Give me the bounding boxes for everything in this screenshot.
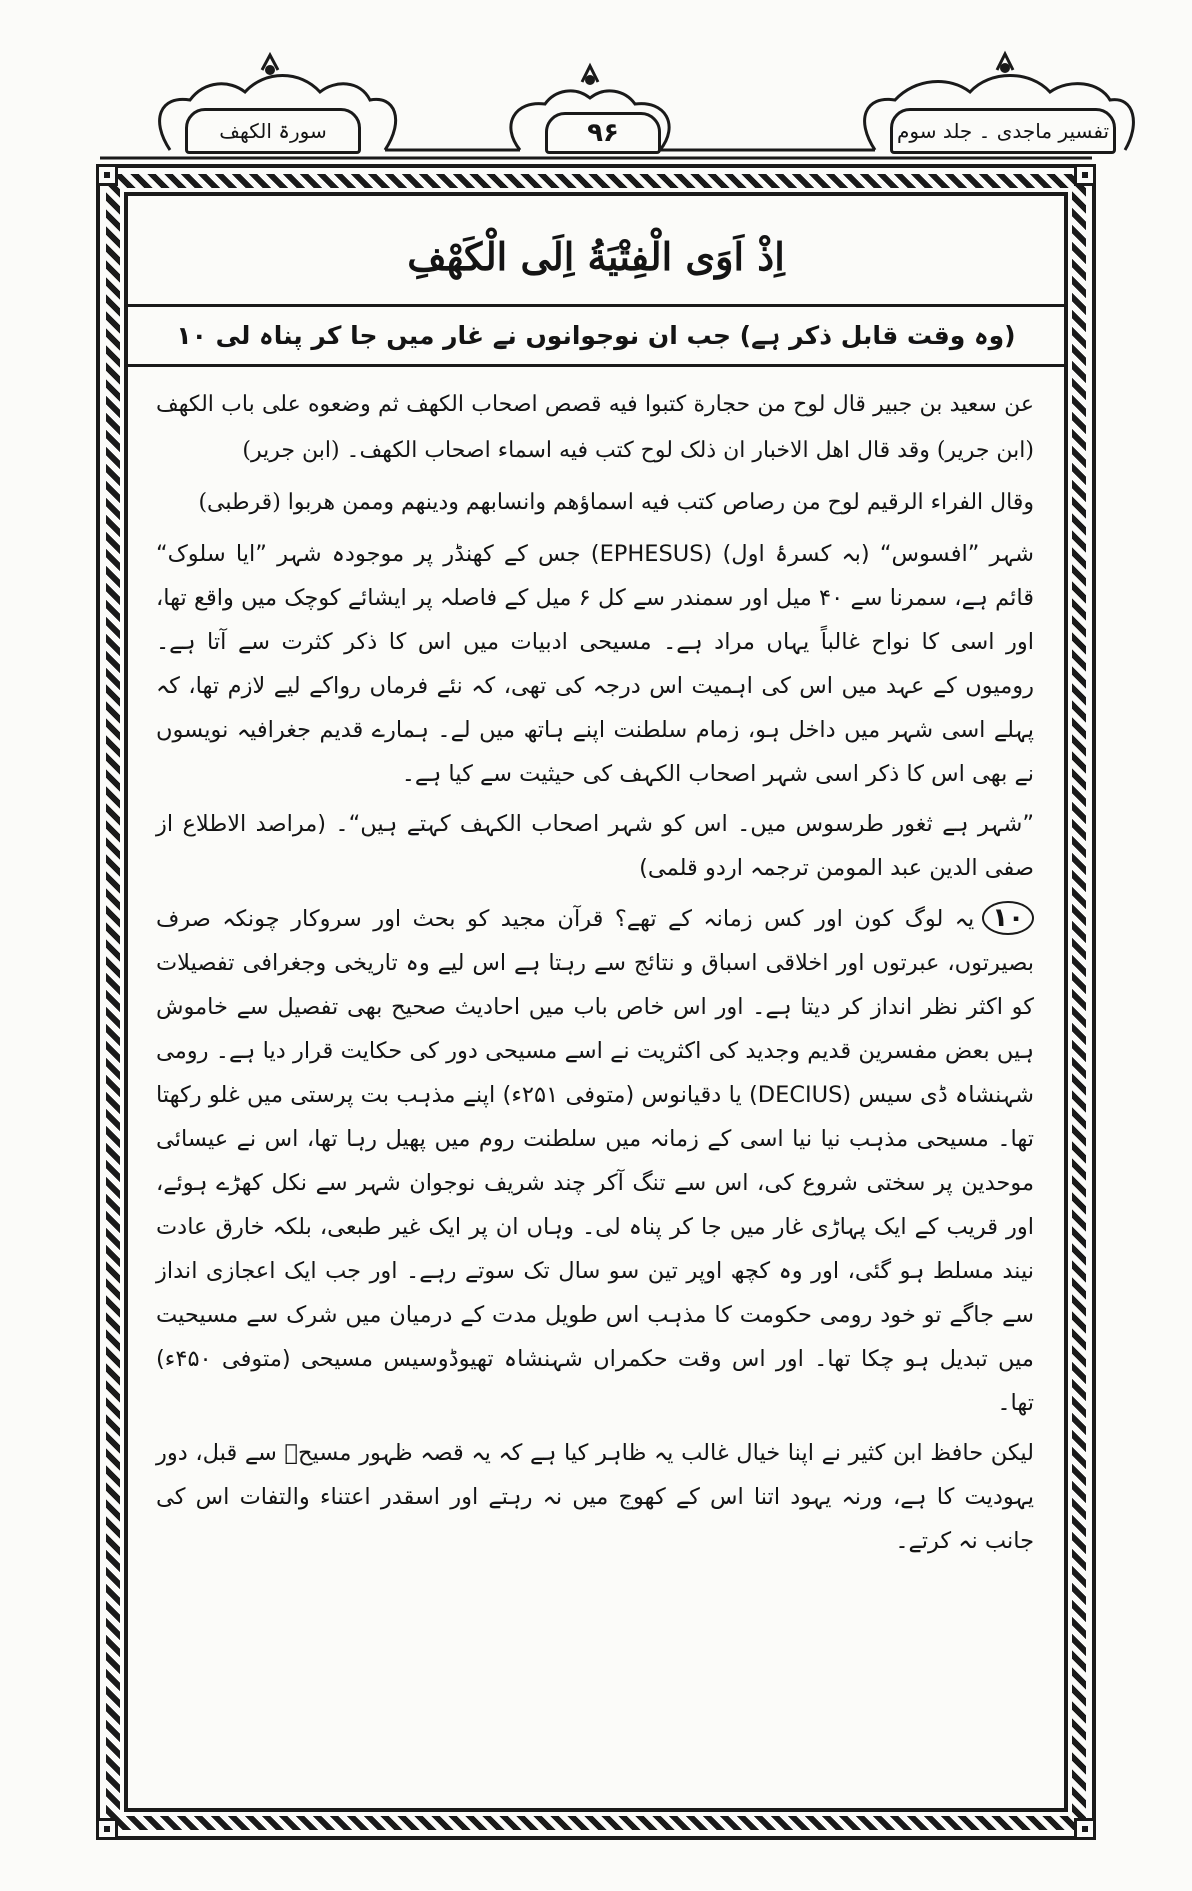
surah-name-label: سورۃ الکھف	[185, 108, 361, 154]
page-content	[128, 196, 1064, 1808]
book-title-label: تفسیر ماجدی ۔ جلد سوم	[890, 108, 1116, 154]
divider	[128, 304, 1064, 307]
commentary-paragraph	[156, 896, 1034, 1425]
divider	[128, 364, 1064, 367]
commentary-body	[156, 382, 1034, 1569]
arabic-citation-paragraph: وقال الفراء الرقیم لوح من رصاص کتب فیه اسماؤهم وانسابهم ودینهم وممن هربوا (قرطبی)	[198, 490, 1034, 515]
frame-corner-ornament	[1074, 164, 1096, 186]
frame-corner-ornament	[96, 1818, 118, 1840]
note-number-marker: ۱۰	[982, 901, 1034, 935]
quotation-paragraph: ”شہر ہے ثغور طرسوس میں۔ اس کو شہر اصحاب الکہف کہتے ہیں“۔ (مراصد الاطلاع از صفی الدین عبد المومن ترجمہ اردو قلمی)	[156, 811, 1034, 881]
arabic-citation-paragraph: عن سعید بن جبیر قال لوح من حجارة کتبوا فیه قصص اصحاب الکهف ثم وضعوه علی باب الکهف (ابن جریر) وقد قال اهل الاخبار ان ذلک لوح کتب فیه اسماء اصحاب الکهف۔ (ابن جریر)	[156, 392, 1034, 463]
quran-verse-heading: اِذْ اَوَى الْفِتْيَةُ اِلَى الْكَهْفِ	[407, 233, 785, 279]
commentary-paragraph: لیکن حافظ ابن کثیر نے اپنا خیال غالب یہ ظاہر کیا ہے کہ یہ قصہ ظہور مسیحؑ سے قبل، دور یہودیت کا ہے، ورنہ یہود اتنا اس کے کھوج میں نہ رہتے اور اسقدر اعتناء والتفات اس کی جانب نہ کرتے۔	[156, 1440, 1034, 1554]
commentary-paragraph: شہر ”افسوس“ (بہ کسرۂ اول) (EPHESUS) جس کے کھنڈر پر موجودہ شہر ”ایا سلوک“ قائم ہے، سمرنا سے ۴۰ میل اور سمندر سے کل ۶ میل کے فاصلہ پر ایشائے کوچک میں واقع تھا، اور اسی کا نواح غالباً یہاں مراد ہے۔ مسیحی ادبیات میں اس کا ذکر کثرت سے آتا ہے۔ رومیوں کے عہد میں اس کی اہمیت اس درجہ کی تھی، کہ نئے فرماں رواکے لیے لازم تھا، کہ پہلے اسی شہر میں داخل ہو، زمام سلطنت اپنے ہاتھ میں لے۔ ہمارے قدیم جغرافیہ نویسوں نے بھی اس کا ذکر اسی شہر اصحاب الکہف کی حیثیت سے کیا ہے۔	[156, 541, 1035, 787]
commentary-paragraph-text: یہ لوگ کون اور کس زمانہ کے تھے؟ قرآن مجید کو بحث اور سروکار چونکہ صرف بصیرتوں، عبرتوں اور اخلاقی اسباق و نتائج سے رہتا ہے اس لیے وہ تاریخی وجغرافی تفصیلات کو اکثر نظر انداز کر دیتا ہے۔ اور اس خاص باب میں احادیث صحیح بھی تفصیل سے خاموش ہیں بعض مفسرین قدیم وجدید کی اکثریت نے اسے مسیحی دور کی حکایت قرار دیا ہے۔ رومی شہنشاہ ڈی سیس (DECIUS) یا دقیانوس (متوفی ۲۵۱ء) اپنے مذہب بت پرستی میں غلو رکھتا تھا۔ مسیحی مذہب نیا نیا اسی کے زمانہ میں سلطنت روم میں پھیل رہا تھا، اس نے عیسائی موحدین پر سختی شروع کی، اس سے تنگ آکر چند شریف نوجوان شہر سے نکل کھڑے ہوئے، اور قریب کے ایک پہاڑی غار میں جا کر پناہ لی۔ وہاں ان پر ایک غیر طبعی، بلکہ خارق عادت نیند مسلط ہو گئی، اور وہ کچھ اوپر تین سو سال تک سوتے رہے۔ اور جب ایک اعجازی انداز سے جاگے تو خود رومی حکومت کا مذہب اس طویل مدت کے درمیان میں شرک سے مسیحیت میں تبدیل ہو چکا تھا۔ اور اس وقت حکمراں شہنشاہ تھیوڈوسیس مسیحی (متوفی ۴۵۰ء) تھا۔	[156, 906, 1034, 1416]
page-header	[0, 0, 1192, 160]
verse-translation: (وہ وقت قابل ذکر ہے) جب ان نوجوانوں نے غار میں جا کر پناہ لی ۱۰	[176, 320, 1016, 350]
page-number: ۹۶	[545, 112, 661, 154]
frame-corner-ornament	[1074, 1818, 1096, 1840]
frame-corner-ornament	[96, 164, 118, 186]
